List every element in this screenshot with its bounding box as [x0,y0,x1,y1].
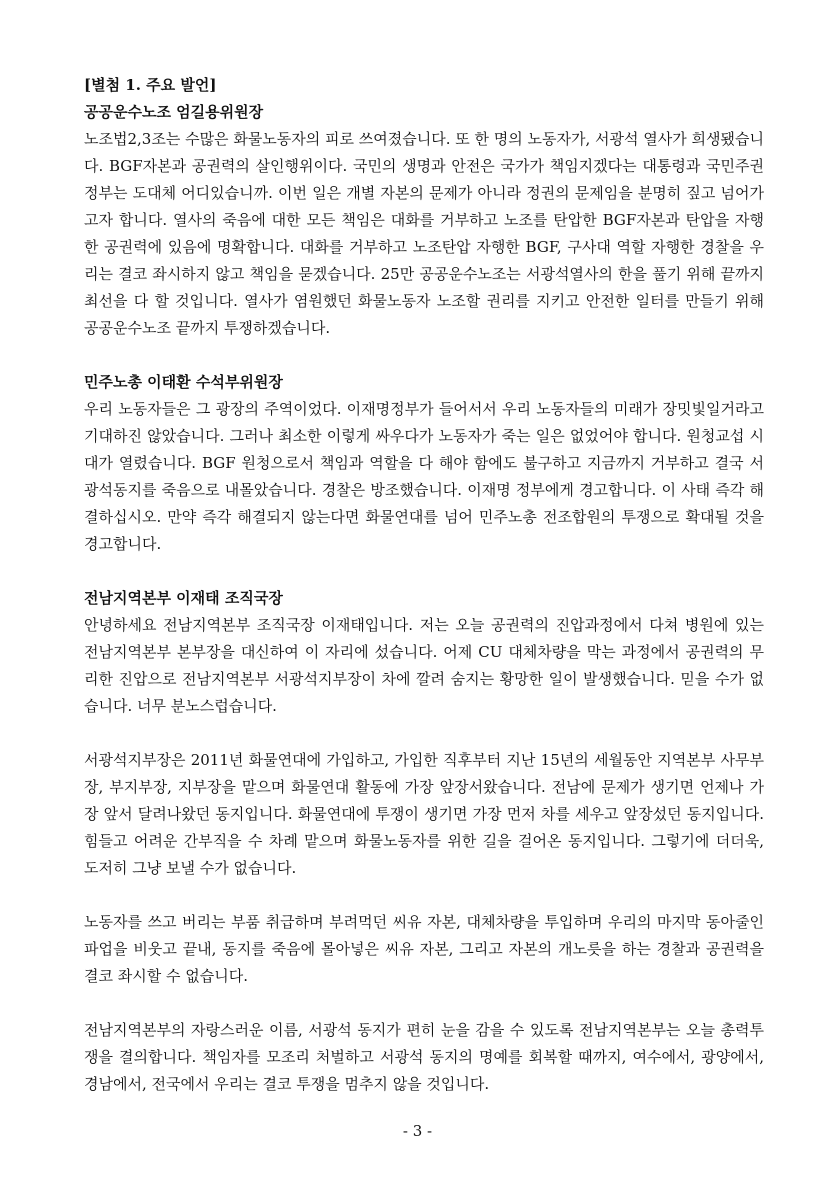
speaker-heading: 전남지역본부 이재태 조직국장 [84,589,283,607]
speech-paragraph: 전남지역본부의 자랑스러운 이름, 서광석 동지가 편히 눈을 감을 수 있도록 전남지역본부는 오늘 총력투쟁을 결의합니다. 책임자를 모조리 처벌하고 서광석 동지의 명예를 회복할 때까지, 여수에서, 광양에서, 경남에서, 전국에서 우리는 결코 투쟁을 멈추지 않을 것입니다. [84,1021,764,1093]
attachment-title: [별첨 1. 주요 발언] [84,76,217,94]
speech-paragraph: 우리 노동자들은 그 광장의 주역이었다. 이재명정부가 들어서서 우리 노동자들의 미래가 장밋빛일거라고 기대하진 않았습니다. 그러나 최소한 이렇게 싸우다가 노동자가 죽는 일은 없었어야 합니다. 원청교섭 시대가 열렸습니다. BGF 원청으로서 책임과 역할을 다 해야 함에도 불구하고 지금까지 거부하고 결국 서광석동지를 죽음으로 내몰았습니다. 경찰은 방조했습니다. 이재명 정부에게 경고합니다. 이 사태 즉각 해결하십시오. 만약 즉각 해결되지 않는다면 화물연대를 넘어 민주노총 전조합원의 투쟁으로 확대될 것을 경고합니다. [84,400,764,553]
speech-paragraph: 서광석지부장은 2011년 화물연대에 가입하고, 가입한 직후부터 지난 15년의 세월동안 지역본부 사무부장, 부지부장, 지부장을 맡으며 화물연대 활동에 가장 앞장서왔습니다. 전남에 문제가 생기면 언제나 가장 앞서 달려나왔던 동지입니다. 화물연대에 투쟁이 생기면 가장 먼저 차를 세우고 앞장섰던 동지입니다. 힘들고 어려운 간부직을 수 차례 맡으며 화물노동자를 위한 길을 걸어온 동지입니다. 그렇기에 더더욱, 도저히 그냥 보낼 수가 없습니다. [84,751,764,877]
speech-paragraph: 노조법2,3조는 수많은 화물노동자의 피로 쓰여졌습니다. 또 한 명의 노동자가, 서광석 열사가 희생됐습니다. BGF자본과 공권력의 살인행위이다. 국민의 생명과 안전은 국가가 책임지겠다는 대통령과 국민주권 정부는 도대체 어디있습니까. 이번 일은 개별 자본의 문제가 아니라 정권의 문제임을 분명히 짚고 넘어가고자 합니다. 열사의 죽음에 대한 모든 책임은 대화를 거부하고 노조를 탄압한 BGF자본과 탄압을 자행한 공권력에 있음에 명확합니다. 대화를 거부하고 노조탄압 자행한 BGF, 구사대 역할 자행한 경찰을 우리는 결코 좌시하지 않고 책임을 묻겠습니다. 25만 공공운수노조는 서광석열사의 한을 풀기 위해 끝까지 최선을 다 할 것입니다. 열사가 염원했던 화물노동자 노조할 권리를 지키고 안전한 일터를 만들기 위해 공공운수노조 끝까지 투쟁하겠습니다. [84,130,764,337]
document-body [84,70,764,1098]
speech-paragraph: 노동자를 쓰고 버리는 부품 취급하며 부려먹던 씨유 자본, 대체차량을 투입하며 우리의 마지막 동아줄인 파업을 비웃고 끝내, 동지를 죽음에 몰아넣은 씨유 자본, 그리고 자본의 개노릇을 하는 경찰과 공권력을 결코 좌시할 수 없습니다. [84,913,764,985]
page-number: - 3 - [402,1122,433,1140]
speaker-heading: 민주노총 이태환 수석부위원장 [84,373,283,391]
speech-paragraph: 안녕하세요 전남지역본부 조직국장 이재태입니다. 저는 오늘 공권력의 진압과정에서 다쳐 병원에 있는 전남지역본부 본부장을 대신하여 이 자리에 섰습니다. 어제 CU 대체차량을 막는 과정에서 공권력의 무리한 진압으로 전남지역본부 서광석지부장이 차에 깔려 숨지는 황망한 일이 발생했습니다. 믿을 수가 없습니다. 너무 분노스럽습니다. [84,616,764,715]
speaker-heading: 공공운수노조 엄길용위원장 [84,103,264,121]
